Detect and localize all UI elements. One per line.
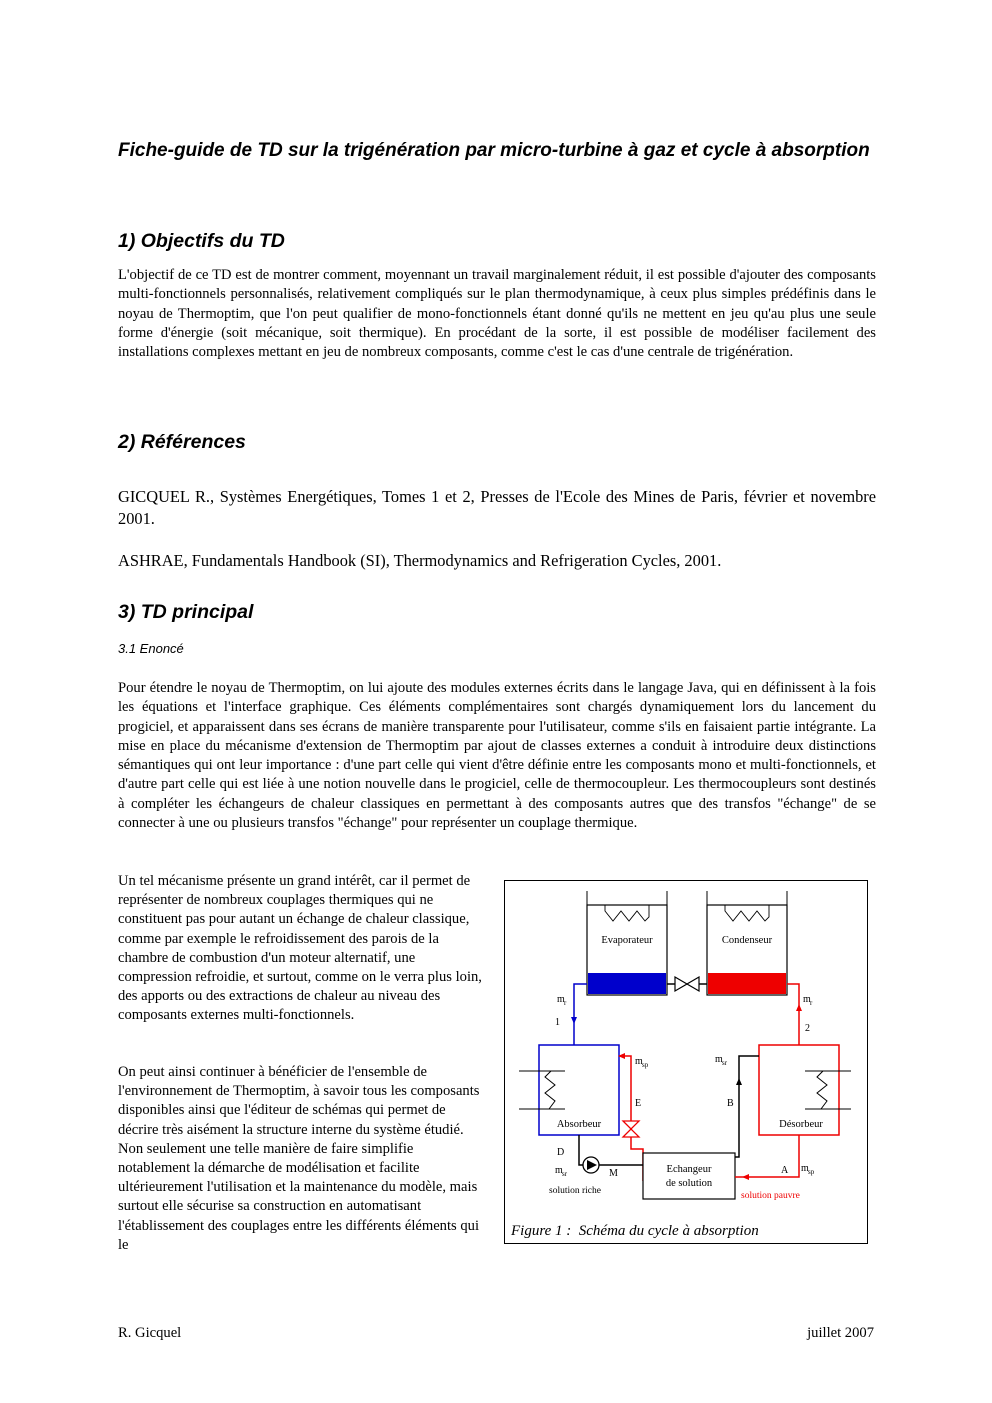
label-desorbeur: Désorbeur — [779, 1119, 823, 1130]
label-solution-riche: solution riche — [549, 1186, 601, 1196]
flow-line-D — [579, 1135, 583, 1165]
absorber — [519, 1045, 619, 1135]
section-heading-references: 2) Références — [118, 431, 246, 453]
expansion-valve-icon — [667, 977, 707, 991]
section-heading-td-principal: 3) TD principal — [118, 601, 254, 623]
label-evaporateur: Evaporateur — [601, 935, 653, 946]
label-point-A: A — [781, 1165, 789, 1176]
solution-exchanger — [643, 1153, 735, 1199]
desorber-coil-icon — [817, 1071, 827, 1109]
label-point-D: D — [557, 1147, 565, 1158]
valve-E-top-icon — [623, 1121, 639, 1129]
valve-E-bottom-icon — [623, 1129, 639, 1137]
reference-gicquel: GICQUEL R., Systèmes Energétiques, Tomes 1 et 2, Presses de l'Ecole des Mines de Paris, février et novembre 2001. — [118, 487, 876, 528]
flow-line-A — [735, 1135, 799, 1177]
evaporator-coil-icon — [605, 905, 649, 921]
label-point-1: 1 — [555, 1017, 560, 1028]
label-m-2: m — [803, 994, 811, 1005]
label-sub-sr-D: sr — [562, 1170, 568, 1178]
label-absorbeur: Absorbeur — [556, 1119, 602, 1130]
label-m-1: m — [557, 994, 565, 1005]
evaporator — [587, 891, 667, 995]
figure-caption: Figure 1 : Schéma du cycle à absorption — [511, 1223, 759, 1239]
label-condenseur: Condenseur — [721, 935, 773, 946]
label-point-B: B — [727, 1098, 734, 1109]
section-heading-objectifs: 1) Objectifs du TD — [118, 230, 285, 252]
flow-line-2 — [787, 984, 799, 1045]
figure-absorption-cycle — [504, 880, 868, 1244]
flow-line-E — [619, 1056, 643, 1181]
arrow-2-icon — [796, 1004, 802, 1011]
label-point-2: 2 — [805, 1023, 810, 1034]
label-m-sr-B: m — [715, 1054, 723, 1065]
absorption-cycle-diagram — [505, 881, 869, 1245]
subsection-heading-enonce: 3.1 Enoncé — [118, 641, 184, 656]
paragraph-environnement: On peut ainsi continuer à bénéficier de l'ensemble de l'environnement de Thermoptim, à savoir tous les composants disponibles ainsi que l'éditeur de schémas qui permet de décrire très aisément la structure interne du système étudié. Non seulement une telle manière de faire simplifie notablement la démarche de modélisation et facilite ultérieurement l'utilisation et la maintenance du modèle, mais surtout elle sécurise sa construction en automatisant l'établissement des couplages entre les différents éléments qui le — [118, 1064, 480, 1253]
footer-date: juillet 2007 — [807, 1325, 874, 1341]
flow-line-B — [735, 1056, 759, 1157]
label-sub-sr-B: sr — [722, 1059, 728, 1067]
label-sub-sp-A: sp — [808, 1168, 815, 1176]
desorber — [759, 1045, 851, 1135]
paragraph-objectifs: L'objectif de ce TD est de montrer comment, moyennant un travail marginalement réduit, il est possible d'ajouter des composants multi-fonctionnels personnalisés, relativement compliqués sur le plan thermodynamique, à ceux plus simples prédéfinis dans le noyau de Thermoptim, que l'on peut qualifier de mono-fonctionnels étant donné qu'ils ne mettent en jeu qu'au plus une seule forme d'énergie (soit mécanique, soit thermique). En procédant de la sorte, il est possible de modéliser facilement des installations complexes mettant en jeu de nombreux composants, comme c'est le cas d'une centrale de trigénération. — [118, 267, 876, 361]
label-sub-r-1: r — [564, 999, 567, 1007]
flow-line-1 — [574, 984, 587, 1045]
label-sub-sp-E: sp — [642, 1061, 649, 1069]
document-title: Fiche-guide de TD sur la trigénération par micro-turbine à gaz et cycle à absorption — [118, 140, 870, 161]
arrow-1-icon — [571, 1017, 577, 1024]
label-point-E: E — [635, 1098, 642, 1109]
absorber-coil-icon — [545, 1071, 555, 1109]
label-solution-pauvre: solution pauvre — [741, 1191, 800, 1201]
paragraph-enonce: Pour étendre le noyau de Thermoptim, on lui ajoute des modules externes écrits dans le langage Java, qui en définissent à la fois les équations et l'interface graphique. Ces éléments complémentaires sont chargés dynamiquement lors du lancement du progiciel, et apparaissent dans ses écrans de manière transparente pour l'utilisateur, comme s'ils en faisaient partie intégrante. La mise en place du mécanisme d'extension de Thermoptim par ajout de classes externes a conduit à introduire deux distinctions sémantiques qui ont leur importance : d'une part celle qui vient d'être définie entre les composants mono et multi-fonctionnels, et d'autre part celle qui est liée à une notion nouvelle dans le progiciel, celle de thermocoupleur. Les thermocoupleurs sont destinés à compléter les échangeurs de chaleur classiques en permettant à des composants autres que des transfos "échange" de se connecter à une ou plusieurs transfos "échange" pour représenter un couplage thermique. — [118, 680, 876, 832]
condenser-coil-icon — [725, 905, 769, 921]
label-sub-r-2: r — [810, 999, 813, 1007]
paragraph-mecanisme: Un tel mécanisme présente un grand intérêt, car il permet de représenter de nombreux couplages thermiques qui ne constituent pas pour autant un échange de chaleur classique, comme par exemple le refroidissement des parois de la chambre de combustion d'un moteur alternatif, une compression refroidie, et surtout, comme on le verra plus loin, des apports ou des extractions de chaleur au niveau des composants externes multi-fonctionnels. — [118, 873, 482, 1024]
label-echangeur-2: de solution — [665, 1178, 713, 1189]
label-m-sp-E: m — [635, 1056, 643, 1067]
label-point-M: M — [609, 1168, 618, 1179]
reference-ashrae: ASHRAE, Fundamentals Handbook (SI), Thermodynamics and Refrigeration Cycles, 2001. — [118, 551, 722, 570]
condenser — [707, 891, 787, 995]
label-echangeur-1: Echangeur — [666, 1164, 712, 1175]
label-m-sr-D: m — [555, 1165, 563, 1176]
label-m-sp-A: m — [801, 1163, 809, 1174]
footer-author: R. Gicquel — [118, 1325, 182, 1341]
